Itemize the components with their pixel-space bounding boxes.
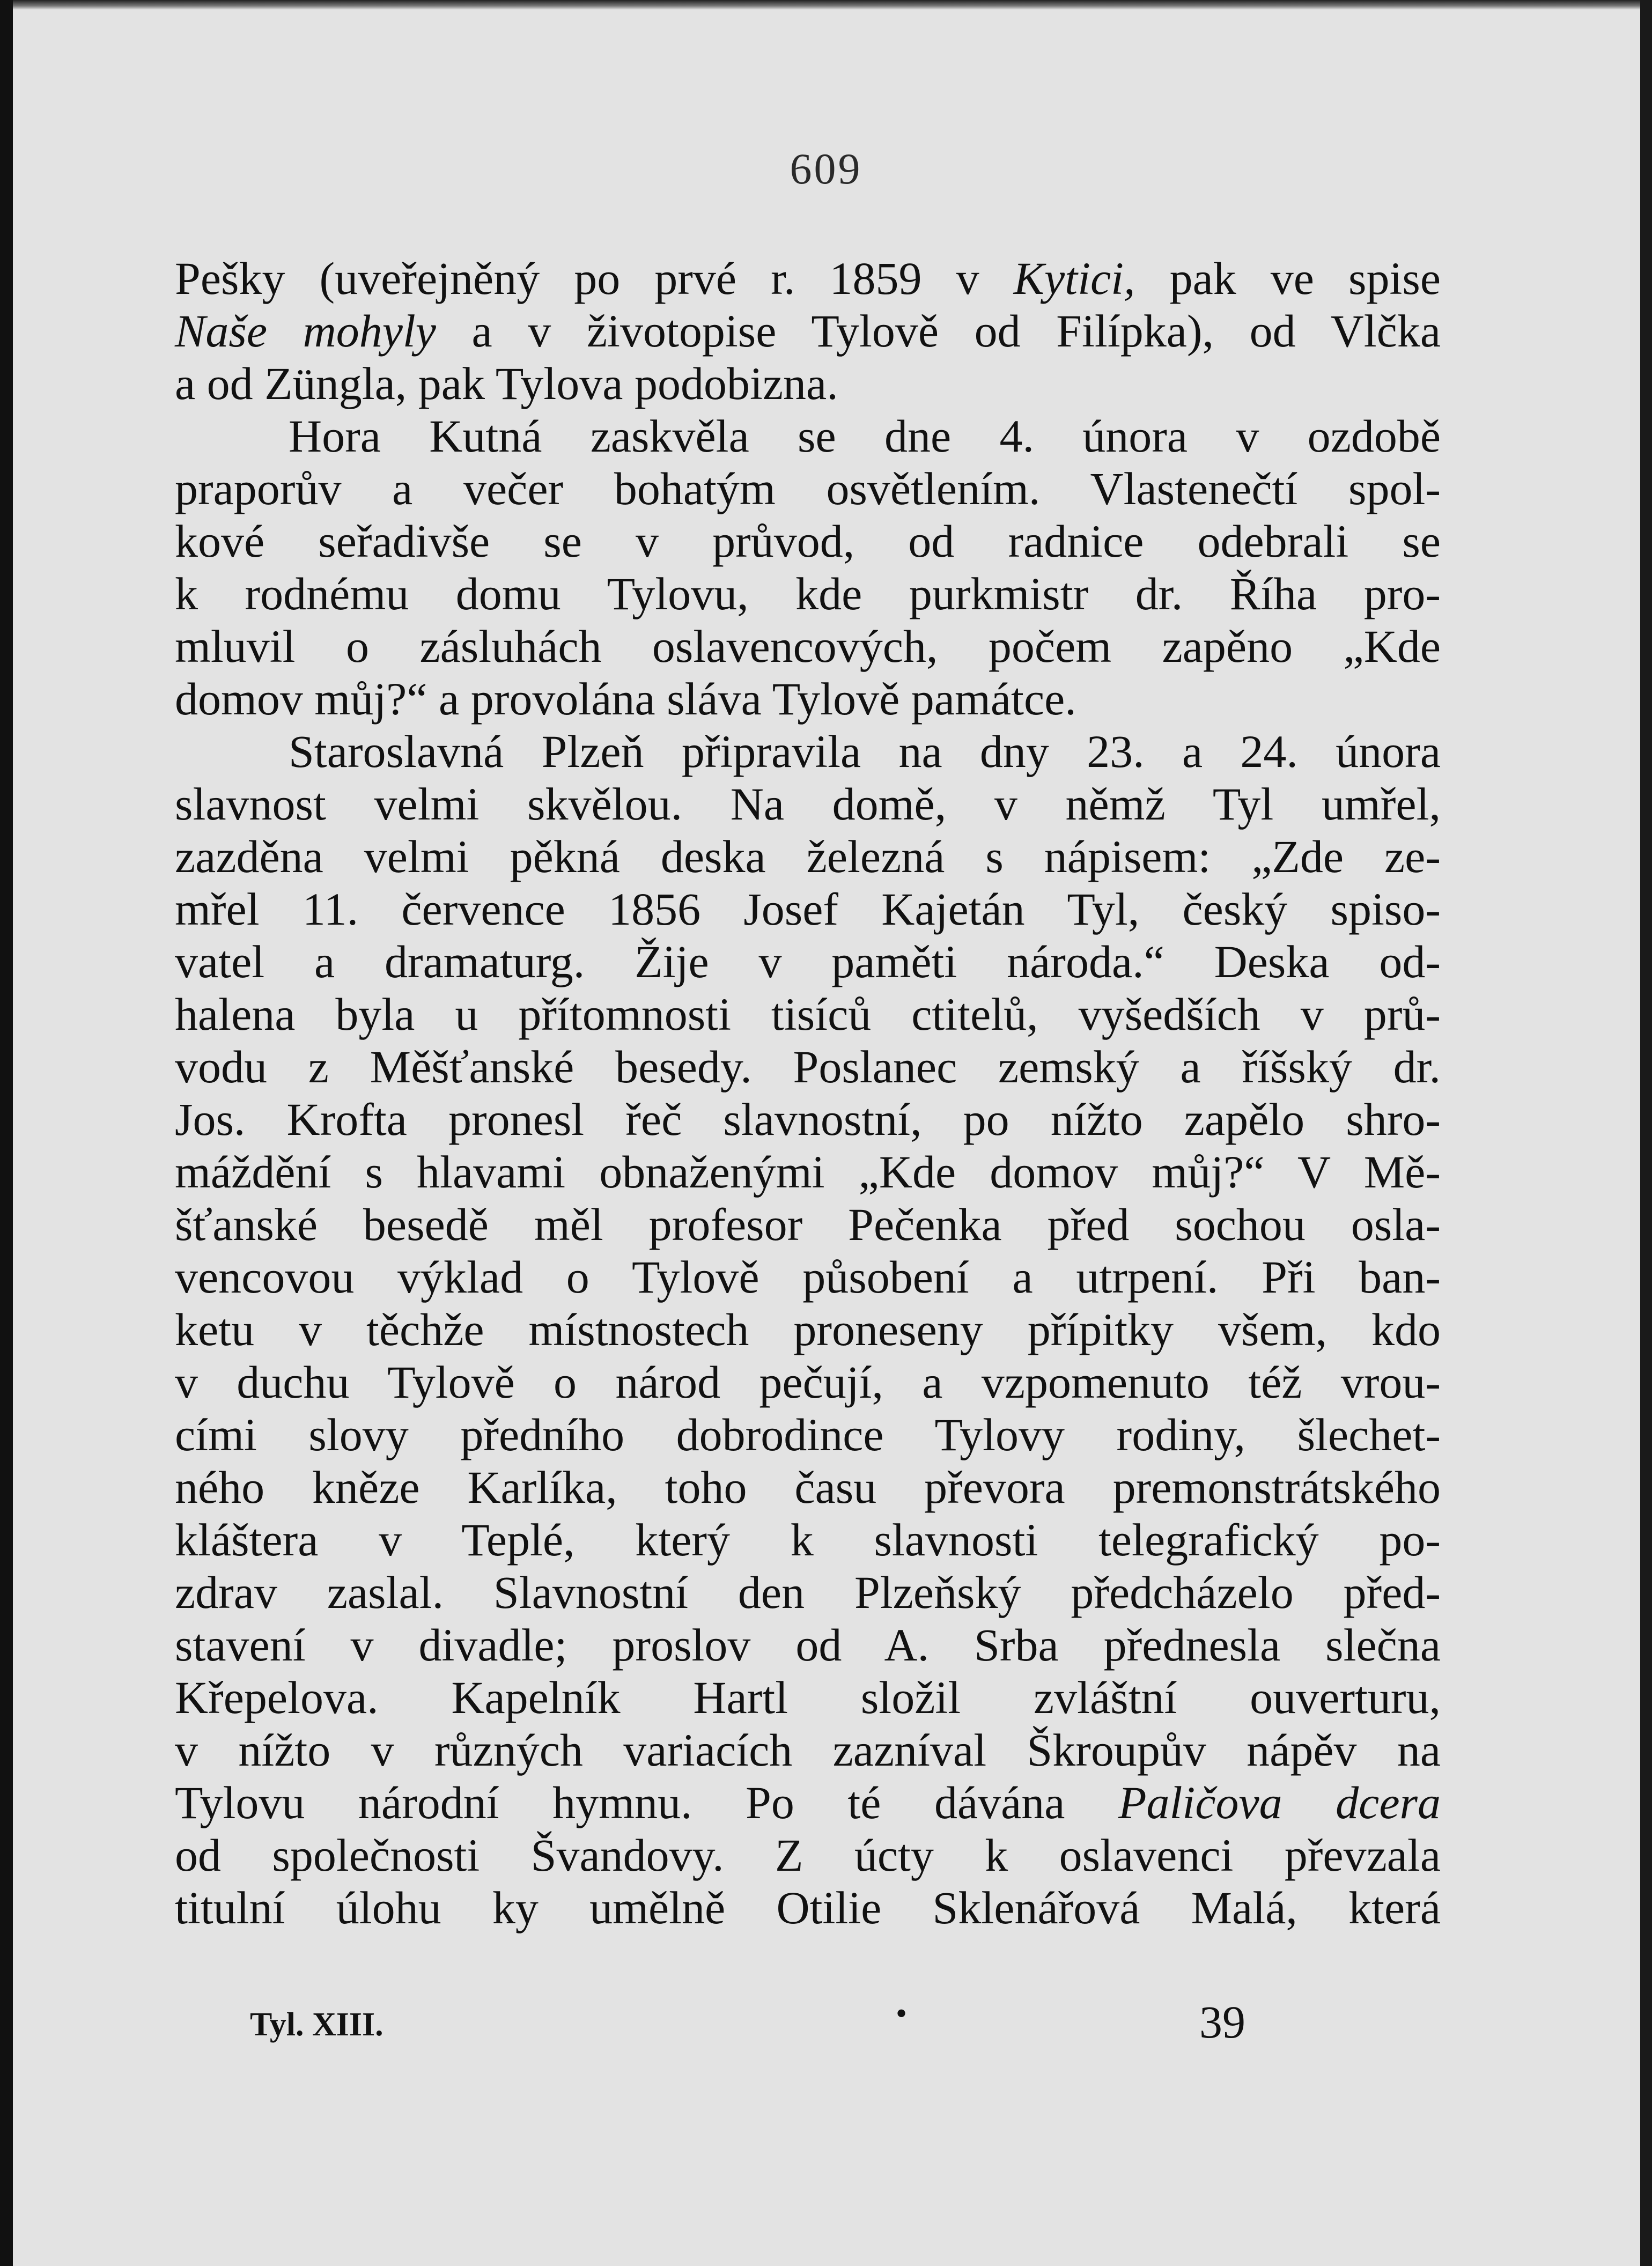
- italic-title: Naše mohyly: [175, 305, 436, 357]
- text-segment: stavení v divadle; proslov od A. Srba přednesla slečna: [175, 1619, 1441, 1671]
- text-line: [175, 673, 1441, 725]
- text-line: [175, 1829, 1441, 1881]
- text-line: [175, 1146, 1441, 1198]
- text-line: [175, 935, 1441, 988]
- text-line: [175, 1251, 1441, 1303]
- text-line: [175, 462, 1441, 515]
- text-line: [175, 1566, 1441, 1619]
- text-segment: Staroslavná Plzeň připravila na dny 23. a 24. února: [289, 726, 1441, 777]
- text-segment: zazděna velmi pěkná deska železná s nápisem: „Zde ze-: [175, 831, 1441, 882]
- text-segment: mluvil o zásluhách oslavencových, počem zapěno „Kde: [175, 621, 1441, 672]
- text-segment: a od Züngla, pak Tylova podobizna.: [175, 358, 838, 409]
- text-line: [175, 567, 1441, 620]
- text-segment: vatel a dramaturg. Žije v paměti národa.“ Deska od-: [175, 936, 1441, 987]
- text-segment: a v životopise Tylově od Filípka), od Vlčka: [436, 305, 1441, 357]
- italic-title: Paličova dcera: [1118, 1777, 1441, 1828]
- text-segment: Křepelova. Kapelník Hartl složil zvláštní ouverturu,: [175, 1672, 1441, 1723]
- text-line: [175, 1671, 1441, 1724]
- text-segment: v duchu Tylově o národ pečují, a vzpomenuto též vrou-: [175, 1356, 1441, 1408]
- text-segment: cími slovy předního dobrodince Tylovy rodiny, šlechet-: [175, 1409, 1441, 1460]
- text-line: [175, 620, 1441, 673]
- text-line: [175, 1461, 1441, 1514]
- text-segment: Pešky (uveřejněný po prvé r. 1859 v: [175, 253, 1014, 304]
- footer-mark: •: [896, 1996, 908, 2031]
- text-segment: mřel 11. července 1856 Josef Kajetán Tyl, český spiso-: [175, 883, 1441, 935]
- text-line: [175, 988, 1441, 1040]
- page-number: 609: [790, 144, 862, 193]
- text-line: [175, 1724, 1441, 1776]
- text-line: [175, 252, 1441, 305]
- text-line: [175, 830, 1441, 883]
- text-segment: slavnost velmi skvělou. Na domě, v němž Tyl umřel,: [175, 778, 1441, 830]
- text-line: [175, 515, 1441, 567]
- text-segment: kové seřadivše se v průvod, od radnice odebrali se: [175, 515, 1441, 567]
- scan-right-edge: [1640, 0, 1652, 2266]
- text-segment: Tylovu národní hymnu. Po té dávána: [175, 1777, 1118, 1828]
- text-line: [175, 357, 1441, 410]
- text-segment: pak ve spise: [1135, 253, 1441, 304]
- text-segment: zdrav zaslal. Slavnostní den Plzeňský předcházelo před-: [175, 1567, 1441, 1618]
- text-segment: šťanské besedě měl profesor Pečenka před sochou osla-: [175, 1199, 1441, 1250]
- text-segment: ného kněze Karlíka, toho času převora premonstrátského: [175, 1462, 1441, 1513]
- text-line: [175, 725, 1441, 778]
- text-line: [175, 1356, 1441, 1408]
- footer-sheet-number: 39: [1199, 1996, 1245, 2048]
- text-segment: domov můj?“ a provolána sláva Tylově památce.: [175, 673, 1076, 725]
- text-line: [175, 305, 1441, 357]
- text-line: [175, 1303, 1441, 1356]
- text-segment: Hora Kutná zaskvěla se dne 4. února v ozdobě: [289, 410, 1441, 462]
- text-line: [175, 1881, 1441, 1934]
- text-segment: ketu v těchže místnostech proneseny přípitky všem, kdo: [175, 1304, 1441, 1355]
- text-segment: v nížto v různých variacích zazníval Škroupův nápěv na: [175, 1724, 1441, 1776]
- text-segment: Jos. Krofta pronesl řeč slavnostní, po nížto zapělo shro-: [175, 1094, 1441, 1145]
- text-line: [175, 1198, 1441, 1251]
- text-line: [175, 1040, 1441, 1093]
- text-segment: máždění s hlavami obnaženými „Kde domov můj?“ V Mě-: [175, 1146, 1441, 1198]
- text-line: [175, 1514, 1441, 1566]
- text-line: [175, 1408, 1441, 1461]
- body-text: [175, 252, 1441, 1934]
- text-segment: k rodnému domu Tylovu, kde purkmistr dr. Říha pro-: [175, 568, 1441, 619]
- text-line: [175, 410, 1441, 462]
- text-line: [175, 1776, 1441, 1829]
- text-segment: titulní úlohu ky umělně Otilie Sklenářová Malá, která: [175, 1882, 1441, 1933]
- text-segment: od společnosti Švandovy. Z úcty k oslavenci převzala: [175, 1829, 1441, 1881]
- text-segment: vodu z Měšťanské besedy. Poslanec zemský a říšský dr.: [175, 1041, 1441, 1093]
- scan-top-edge: [0, 0, 1652, 10]
- page-footer: [0, 1995, 1652, 2054]
- text-line: [175, 883, 1441, 935]
- text-line: [175, 1619, 1441, 1671]
- text-segment: halena byla u přítomnosti tisíců ctitelů, vyšedších v prů-: [175, 988, 1441, 1040]
- scan-left-edge: [0, 0, 13, 2266]
- text-line: [175, 1093, 1441, 1146]
- text-segment: vencovou výklad o Tylově působení a utrpení. Při ban-: [175, 1251, 1441, 1303]
- footer-signature: Tyl. XIII.: [250, 2006, 384, 2043]
- text-segment: praporův a večer bohatým osvětlením. Vlastenečtí spol-: [175, 463, 1441, 514]
- text-line: [175, 778, 1441, 830]
- italic-title: Kytici,: [1013, 253, 1135, 304]
- text-segment: kláštera v Teplé, který k slavnosti telegrafický po-: [175, 1514, 1441, 1566]
